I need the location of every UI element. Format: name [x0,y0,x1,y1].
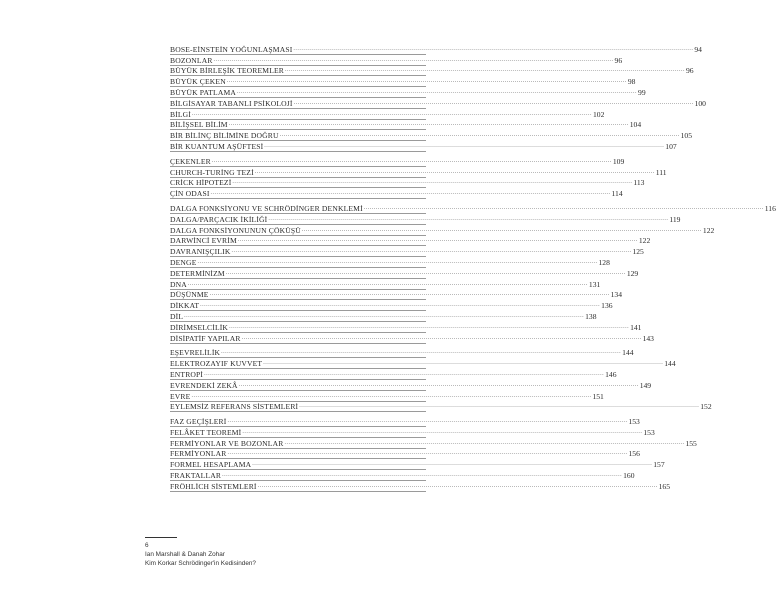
toc-entry-page: 105 [680,131,692,141]
toc-leader-dots: ........................................................................................................................................................................................................ [264,142,665,149]
toc-leader-dots: ........................................................................................................................................................................................................ [252,461,653,468]
toc-leader-dots: ........................................................................................................................................................................................................ [284,439,685,446]
toc-entry-title: FERMİYONLAR VE BOZONLAR [170,438,284,448]
toc-entry [170,358,676,369]
toc-entry [170,268,639,279]
toc-leader-dots: ........................................................................................................................................................................................................ [232,179,633,186]
toc-entry-title: ENTROPİ [170,369,204,379]
toc-entry [170,55,623,66]
toc-entry-title: DARWİNCİ EVRİM [170,236,237,246]
toc-entry-page: 98 [627,77,636,87]
toc-entry-title: BOZONLAR [170,55,213,65]
toc-entry-page: 109 [612,156,625,166]
toc-entry-page: 122 [702,225,715,235]
toc-leader-dots: ........................................................................................................................................................................................................ [210,190,611,197]
toc-entry [170,156,625,167]
toc-leader-dots: ........................................................................................................................................................................................................ [301,226,702,233]
toc-leader-dots: ........................................................................................................................................................................................................ [213,56,614,63]
toc-entry-page: 99 [638,87,646,97]
toc-entry-page: 122 [638,236,651,246]
footer-rule [145,537,177,538]
toc-entry [170,66,694,77]
toc-entry-title: FRAKTALLAR [170,471,222,481]
toc-entry [170,167,667,178]
toc-entry [170,369,617,380]
toc-entry [170,290,622,301]
toc-entry [170,203,776,214]
toc-entry-title: DNA [170,279,187,289]
toc-entry [170,87,646,98]
toc-entry-title: EYLEMSİZ REFERANS SİSTEMLERİ [170,402,299,412]
toc-entry [170,402,712,413]
toc-entry [170,333,654,344]
toc-leader-dots: ........................................................................................................................................................................................................ [222,472,623,479]
toc-leader-dots: ........................................................................................................................................................................................................ [279,132,680,139]
toc-entry-title: BİR BİLİNÇ BİLİMİNE DOĞRU [170,131,279,141]
toc-entry-title: FRÖHLİCH SİSTEMLERİ [170,481,257,491]
toc-entry-page: 141 [630,322,642,332]
toc-entry [170,438,697,449]
toc-entry-page: 157 [653,460,665,470]
toc-entry-title: DAVRANIŞÇILIK [170,247,231,257]
toc-entry-title: DALGA FONKSİYONU VE SCHRÖDİNGER DENKLEMİ [170,203,363,213]
toc-entry [170,109,605,120]
toc-entry-page: 96 [614,55,623,65]
toc-leader-dots: ........................................................................................................................................................................................................ [200,302,601,309]
toc-entry-page: 149 [639,380,652,390]
toc-entry-title: DETERMİNİZM [170,268,225,278]
toc-entry [170,380,652,391]
toc-entry-page: 131 [588,279,601,289]
toc-entry-title: EŞEVRELİLİK [170,348,221,358]
toc-entry [170,76,636,87]
table-of-contents [170,44,776,496]
toc-leader-dots: ........................................................................................................................................................................................................ [231,248,632,255]
toc-leader-dots: ........................................................................................................................................................................................................ [192,110,592,117]
toc-entry-title: ELEKTROZAYIF KUVVET [170,359,263,369]
toc-entry-title: DİL [170,311,184,321]
toc-entry-page: 119 [669,214,681,224]
toc-entry-title: FORMEL HESAPLAMA [170,460,252,470]
toc-entry-title: CHURCH-TURİNG TEZİ [170,167,254,177]
toc-leader-dots: ........................................................................................................................................................................................................ [227,450,628,457]
toc-entry-page: 134 [610,290,622,300]
toc-entry [170,188,623,199]
toc-entry-page: 144 [622,348,634,358]
toc-leader-dots: ........................................................................................................................................................................................................ [237,88,638,95]
toc-leader-dots: ........................................................................................................................................................................................................ [191,392,592,399]
toc-entry-page: 152 [700,402,712,412]
toc-leader-dots: ........................................................................................................................................................................................................ [211,157,612,164]
toc-leader-dots: ........................................................................................................................................................................................................ [184,312,585,319]
toc-entry-page: 116 [764,203,776,213]
footer-book-title: Kim Korkar Schrödinger'in Kedisinden? [145,560,256,567]
toc-entry-title: FAZ GEÇİŞLERİ [170,417,227,427]
toc-entry-page: 107 [665,141,677,151]
toc-entry-title: DÜŞÜNME [170,290,209,300]
toc-entry-title: DALGA/PARÇACIK İKİLİĞİ [170,214,268,224]
toc-entry [170,470,635,481]
toc-entry [170,225,715,236]
toc-leader-dots: ........................................................................................................................................................................................................ [197,258,598,265]
toc-entry-page: 143 [642,333,654,343]
toc-entry-page: 155 [685,438,697,448]
toc-entry-title: BÜYÜK BİRLEŞİK TEOREMLER [170,66,284,76]
toc-entry [170,322,642,333]
toc-entry-title: BİLGİ [170,109,191,119]
toc-leader-dots: ........................................................................................................................................................................................................ [221,349,622,356]
toc-entry-page: 114 [611,189,623,199]
toc-entry [170,214,681,225]
footer-authors: Ian Marshall & Danah Zohar [145,551,225,558]
toc-entry-page: 138 [585,311,597,321]
toc-leader-dots: ........................................................................................................................................................................................................ [227,418,628,425]
toc-leader-dots: ........................................................................................................................................................................................................ [228,121,629,128]
toc-entry-page: 160 [623,471,635,481]
toc-leader-dots: ........................................................................................................................................................................................................ [268,215,669,222]
toc-group [170,44,706,152]
toc-entry-title: BİLİŞSEL BİLİM [170,120,228,130]
toc-entry-title: DİKKAT [170,301,200,311]
toc-leader-dots: ........................................................................................................................................................................................................ [238,381,639,388]
toc-entry [170,130,692,141]
toc-leader-dots: ........................................................................................................................................................................................................ [209,291,610,298]
toc-group [170,203,776,343]
toc-entry-page: 104 [629,120,642,130]
toc-entry [170,391,604,402]
toc-entry-title: BÜYÜK ÇEKEN [170,77,226,87]
toc-entry [170,236,651,247]
toc-entry [170,279,601,290]
toc-entry-title: DALGA FONKSİYONUNUN ÇÖKÜŞÜ [170,225,301,235]
toc-entry [170,311,597,322]
toc-entry [170,481,670,492]
toc-leader-dots: ........................................................................................................................................................................................................ [226,78,627,85]
toc-leader-dots: ........................................................................................................................................................................................................ [263,360,664,367]
toc-entry [170,459,665,470]
toc-entry-title: ÇEKENLER [170,156,211,166]
toc-leader-dots: ........................................................................................................................................................................................................ [254,168,655,175]
toc-entry [170,98,706,109]
toc-entry [170,120,642,131]
toc-leader-dots: ........................................................................................................................................................................................................ [293,99,694,106]
toc-entry-page: 113 [633,178,645,188]
toc-entry-title: EVRENDEKİ ZEKÂ [170,380,238,390]
toc-entry [170,246,644,257]
toc-entry-page: 94 [694,44,702,54]
toc-leader-dots: ........................................................................................................................................................................................................ [299,403,700,410]
toc-entry [170,178,645,189]
toc-entry-title: CRİCK HİPOTEZİ [170,178,232,188]
toc-leader-dots: ........................................................................................................................................................................................................ [285,67,685,74]
toc-entry-title: DİRİMSELCİLİK [170,322,229,332]
toc-entry-page: 153 [628,417,640,427]
toc-entry-page: 96 [686,66,694,76]
toc-entry-page: 144 [664,359,676,369]
toc-group [170,156,667,199]
toc-leader-dots: ........................................................................................................................................................................................................ [293,45,694,52]
toc-leader-dots: ........................................................................................................................................................................................................ [237,237,638,244]
toc-entry [170,348,634,359]
toc-entry-title: EVRE [170,391,191,401]
toc-entry-title: FERMİYONLAR [170,449,227,459]
toc-entry [170,257,610,268]
toc-entry-title: FELÂKET TEOREMİ [170,427,242,437]
toc-leader-dots: ........................................................................................................................................................................................................ [241,334,642,341]
toc-leader-dots: ........................................................................................................................................................................................................ [204,370,605,377]
toc-entry [170,44,702,55]
toc-entry-page: 125 [632,247,644,257]
toc-leader-dots: ........................................................................................................................................................................................................ [242,428,643,435]
toc-entry-page: 102 [593,109,605,119]
toc-entry-title: ÇİN ODASI [170,189,210,199]
toc-group [170,348,712,413]
toc-leader-dots: ........................................................................................................................................................................................................ [257,482,658,489]
toc-leader-dots: ........................................................................................................................................................................................................ [225,269,626,276]
toc-entry-page: 136 [601,301,613,311]
toc-group [170,416,697,492]
page-number: 6 [145,542,149,549]
toc-leader-dots: ........................................................................................................................................................................................................ [363,204,764,211]
toc-entry-title: DENGE [170,257,197,267]
toc-entry-title: BİR KUANTUM AŞÜFTESİ [170,141,264,151]
toc-entry-page: 100 [694,98,706,108]
toc-entry-page: 151 [592,391,604,401]
toc-entry-page: 111 [655,167,667,177]
toc-entry [170,416,640,427]
toc-leader-dots: ........................................................................................................................................................................................................ [229,323,630,330]
toc-entry-page: 129 [626,268,639,278]
page-footer [145,537,256,568]
toc-entry-page: 156 [628,449,640,459]
toc-entry-page: 153 [643,427,655,437]
toc-entry-title: BİLGİSAYAR TABANLI PSİKOLOJİ [170,98,293,108]
toc-leader-dots: ........................................................................................................................................................................................................ [187,280,588,287]
toc-entry-page: 128 [598,257,610,267]
toc-entry-page: 146 [605,369,617,379]
toc-entry-title: DİSİPATİF YAPILAR [170,333,241,343]
toc-entry [170,300,613,311]
toc-entry-page: 165 [658,481,670,491]
toc-entry-title: BÜYÜK PATLAMA [170,87,237,97]
toc-entry [170,449,640,460]
toc-entry [170,427,655,438]
toc-entry-title: BOSE-EİNSTEİN YOĞUNLAŞMASI [170,44,293,54]
toc-entry [170,141,677,152]
